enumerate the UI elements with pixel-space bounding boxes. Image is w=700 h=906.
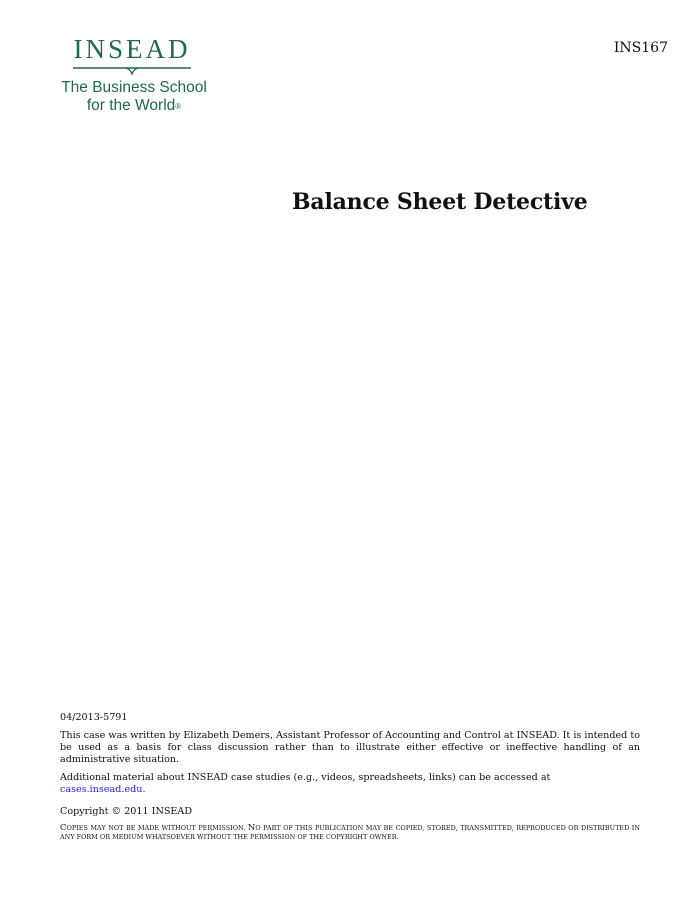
reference-number: 04/2013-5791 <box>60 712 128 723</box>
case-code: INS167 <box>613 40 668 56</box>
additional-material <box>60 772 640 796</box>
copyright: Copyright © 2011 INSEAD <box>60 806 193 817</box>
cases-link[interactable]: cases.insead.edu <box>60 784 143 795</box>
registered-mark: ® <box>175 102 182 111</box>
logo-divider-icon <box>73 67 191 75</box>
authorship-statement: This case was written by Elizabeth Demers, Assistant Professor of Accounting and Control at INSEAD. It is intended to be used as a basis for class discussion rather than to illustrate either effective or ineffective handling of an administrative situation. <box>60 730 640 765</box>
logo-tagline <box>52 79 216 115</box>
footer <box>60 712 640 848</box>
insead-logo <box>56 34 216 115</box>
tagline-line-1: The Business School <box>61 79 207 96</box>
document-title: Balance Sheet Detective <box>292 189 588 215</box>
additional-material-text: Additional material about INSEAD case studies (e.g., videos, spreadsheets, links) can be accessed at <box>60 772 551 783</box>
copyright-notice: COPIES MAY NOT BE MADE WITHOUT PERMISSION. NO PART OF THIS PUBLICATION MAY BE COPIED, STORED, TRANSMITTED, REPRODUCED OR DISTRIBUTED IN ANY FORM OR MEDIUM WHATSOEVER WITHOUT THE PERMISSION OF THE COPYRIGHT OWNER. <box>60 823 641 841</box>
tagline-line-2: for the World <box>86 97 176 114</box>
logo-wordmark: INSEAD <box>73 34 191 64</box>
link-suffix: . <box>142 784 146 795</box>
